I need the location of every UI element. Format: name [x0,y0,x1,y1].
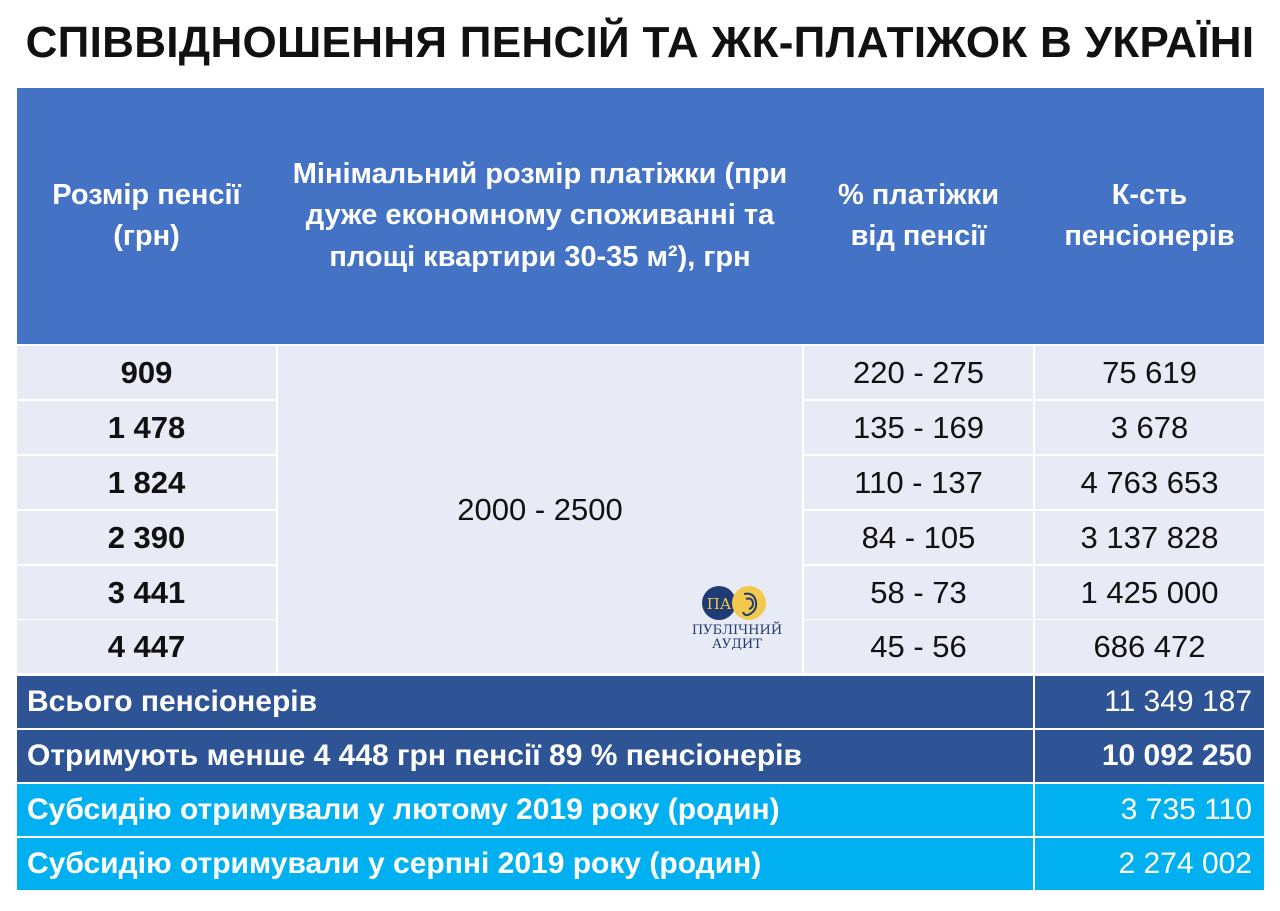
pension-cell: 1 478 [107,409,186,445]
count-cell: 686 472 [1093,628,1206,664]
min-payment-cell: 2000 - 2500 [278,346,802,673]
total-row [17,676,1264,728]
pension-cell: 909 [120,354,173,390]
column-divider [802,346,804,673]
header-min-payment: Мінімальний розмір платіжки (при дуже економному споживанні та площі квартири 30-35 м²), грн [292,158,788,273]
header-count: К-сть пенсіонерів [1064,178,1235,252]
header-percent: % платіжки від пенсії [837,178,1000,252]
logo-mark-icon [700,584,772,622]
total-label: Отримують менше 4 448 грн пенсії 89 % пенсіонерів [27,739,802,772]
percent-cell: 45 - 56 [870,628,967,664]
total-value: 10 092 250 [1101,739,1252,772]
count-cell: 1 425 000 [1080,574,1219,610]
percent-cell: 135 - 169 [853,409,984,445]
subsidy-value: 2 274 002 [1118,847,1252,880]
count-cell: 4 763 653 [1080,464,1219,500]
table-header [17,88,1264,344]
total-label: Всього пенсіонерів [27,685,318,718]
pension-cell: 1 824 [107,464,186,500]
subsidy-label: Субсидію отримували у серпні 2019 року (родин) [27,847,762,880]
total-value: 11 349 187 [1104,685,1252,718]
percent-cell: 58 - 73 [870,574,967,610]
pension-cell: 3 441 [107,574,186,610]
subsidy-label: Субсидію отримували у лютому 2019 року (родин) [27,793,780,826]
percent-cell: 110 - 137 [854,464,983,500]
logo-line-2: АУДИТ [712,637,762,653]
total-row [17,730,1264,782]
subsidy-row [17,838,1264,890]
publichnyi-audyt-logo [682,584,792,664]
pension-cell: 2 390 [107,519,186,555]
count-cell: 3 137 828 [1080,519,1219,555]
column-divider [276,346,278,673]
pension-cell: 4 447 [107,628,186,664]
subsidy-value: 3 735 110 [1120,793,1252,826]
percent-cell: 84 - 105 [861,519,976,555]
page-title: СПІВВІДНОШЕННЯ ПЕНСІЙ ТА ЖК-ПЛАТІЖОК В УКРАЇНІ [25,18,1255,67]
count-cell: 3 678 [1110,409,1189,445]
logo-line-1: ПУБЛІЧНИЙ [691,623,783,638]
column-divider [1033,346,1035,673]
subsidy-row [17,784,1264,836]
logo-mark-text: ПА [706,595,732,613]
count-cell: 75 619 [1102,354,1197,390]
header-pension: Розмір пенсії (грн) [52,178,241,252]
percent-cell: 220 - 275 [853,354,984,390]
